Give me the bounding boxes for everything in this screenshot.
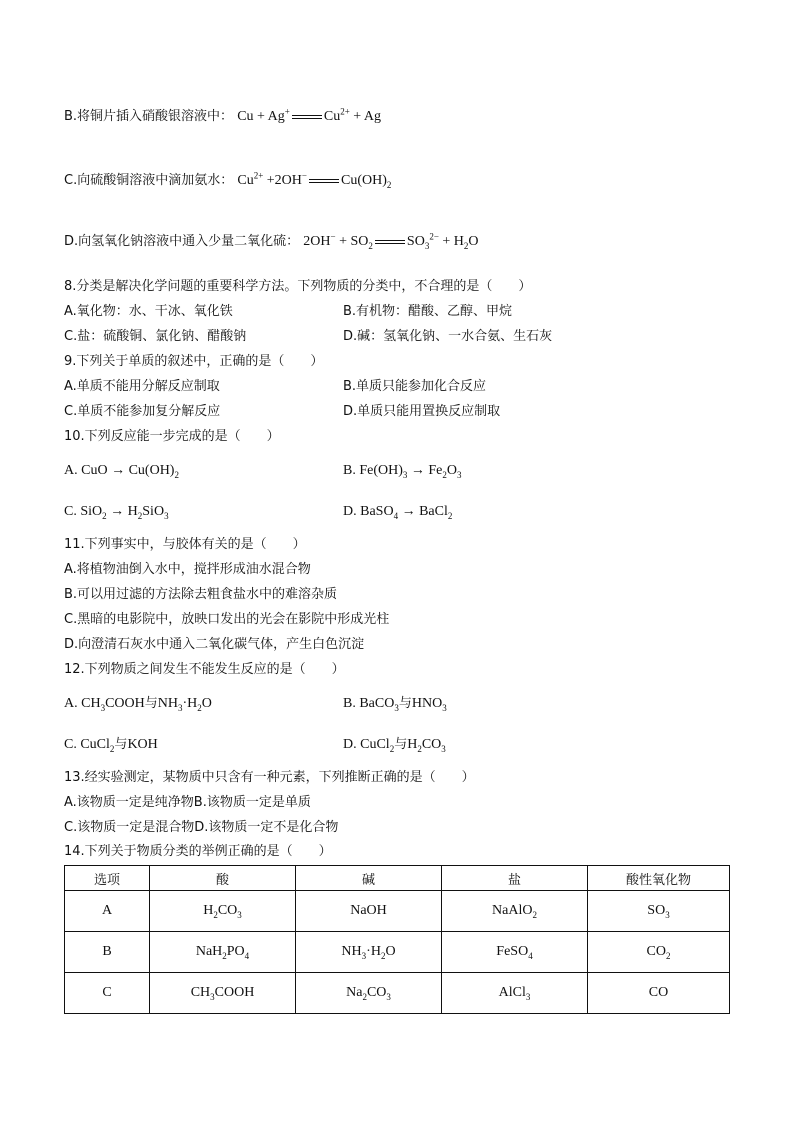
q12-option-d: D. CuCl$_2$与$H_2CO_3$ — [343, 737, 446, 754]
q13-stem: 13.经实验测定，某物质中只含有一种元素，下列推断正确的是（ ） — [64, 770, 475, 785]
q7-option-d: D.向氢氧化钠溶液中通入少量二氧化硫： $2OH^- + SO_2$ $SO_3^{2-} + H_2O$ — [64, 231, 479, 251]
cell-acid: $H_2CO_3$ — [150, 891, 296, 932]
header-salt: 盐 — [442, 866, 588, 891]
q14-stem: 14.下列关于物质分类的举例正确的是（ ） — [64, 844, 332, 859]
q14-table — [64, 865, 730, 1014]
q10-option-a: A. CuO → $Cu(OH)_2$ — [64, 463, 179, 480]
q10-stem: 10.下列反应能一步完成的是（ ） — [64, 429, 280, 444]
cell-oxide: $CO_2$ — [588, 932, 730, 973]
q13-options-cd: C.该物质一定是混合物D.该物质一定不是化合物 — [64, 820, 339, 835]
q7-c-equation: $Cu^{2+} +2OH^-$ $Cu(OH)_2$ — [237, 170, 392, 190]
q11-stem: 11.下列事实中，与胶体有关的是（ ） — [64, 537, 306, 552]
q7-option-c: C.向硫酸铜溶液中滴加氨水： $Cu^{2+} +2OH^-$ $Cu(OH)_2$ — [64, 170, 392, 190]
q12-stem: 12.下列物质之间发生不能发生反应的是（ ） — [64, 662, 345, 677]
header-acid: 酸 — [150, 866, 296, 891]
table-row — [65, 932, 730, 973]
q7-b-equation: Cu + Ag+ $Cu^{2+} + Ag$ — [237, 106, 382, 124]
q8-option-c: C.盐：硫酸铜、氯化钠、醋酸钠 — [64, 329, 247, 344]
cell-acid: $CH_3COOH$ — [150, 973, 296, 1014]
q8-option-b: B.有机物：醋酸、乙醇、甲烷 — [343, 304, 513, 319]
q10-option-c: C. $SiO_2 \to H_2SiO_3$ — [64, 504, 169, 521]
q12-option-a: A. $CH_3COOH$与$NH_3\cdot H_2O$ — [64, 696, 212, 713]
cell-salt: AlCl$_3$ — [442, 973, 588, 1014]
cell-base: $Na_2CO_3$ — [296, 973, 442, 1014]
cell-option: B — [65, 932, 150, 973]
q11-option-b: B.可以用过滤的方法除去粗食盐水中的难溶杂质 — [64, 587, 338, 602]
q11-option-c: C.黑暗的电影院中，放映口发出的光会在影院中形成光柱 — [64, 612, 390, 627]
table-row — [65, 891, 730, 932]
q12-option-b: B. BaCO$_3$与$HNO_3$ — [343, 696, 447, 713]
q13-options-ab: A.该物质一定是纯净物B.该物质一定是单质 — [64, 795, 311, 810]
q7-d-equation: $2OH^- + SO_2$ $SO_3^{2-} + H_2O$ — [303, 231, 479, 251]
q11-option-d: D.向澄清石灰水中通入二氧化碳气体，产生白色沉淀 — [64, 637, 365, 652]
q9-stem: 9.下列关于单质的叙述中，正确的是（ ） — [64, 354, 324, 369]
q8-option-a: A.氧化物：水、干冰、氧化铁 — [64, 304, 233, 319]
q9-option-a: A.单质不能用分解反应制取 — [64, 379, 220, 394]
q9-option-d: D.单质只能用置换反应制取 — [343, 404, 501, 419]
q8-stem: 8.分类是解决化学问题的重要科学方法。下列物质的分类中，不合理的是（ ） — [64, 279, 532, 294]
q12-option-c: C. CuCl$_2$与KOH — [64, 737, 158, 754]
q10-option-b: B. $Fe(OH)_3 \to Fe_2O_3$ — [343, 463, 462, 480]
q8-option-d: D.碱：氢氧化钠、一水合氨、生石灰 — [343, 329, 553, 344]
cell-base: $NH_3\cdot H_2O$ — [296, 932, 442, 973]
cell-oxide: $SO_3$ — [588, 891, 730, 932]
q11-option-a: A.将植物油倒入水中，搅拌形成油水混合物 — [64, 562, 311, 577]
q7-option-b: B.将铜片插入硝酸银溶液中： Cu + Ag+ $Cu^{2+} + Ag$ — [64, 106, 382, 124]
header-base: 碱 — [296, 866, 442, 891]
table-row — [65, 973, 730, 1014]
cell-option: C — [65, 973, 150, 1014]
cell-salt: NaAlO$_2$ — [442, 891, 588, 932]
cell-oxide: CO — [588, 973, 730, 1014]
cell-option: A — [65, 891, 150, 932]
cell-base: NaOH — [296, 891, 442, 932]
cell-acid: $NaH_2PO_4$ — [150, 932, 296, 973]
q9-option-c: C.单质不能参加复分解反应 — [64, 404, 221, 419]
header-acidic-oxide: 酸性氧化物 — [588, 866, 730, 891]
table-header-row — [65, 866, 730, 891]
header-option: 选项 — [65, 866, 150, 891]
cell-salt: FeSO$_4$ — [442, 932, 588, 973]
q10-option-d: D. BaSO$_4$ → BaCl$_2$ — [343, 504, 453, 521]
q9-option-b: B.单质只能参加化合反应 — [343, 379, 487, 394]
